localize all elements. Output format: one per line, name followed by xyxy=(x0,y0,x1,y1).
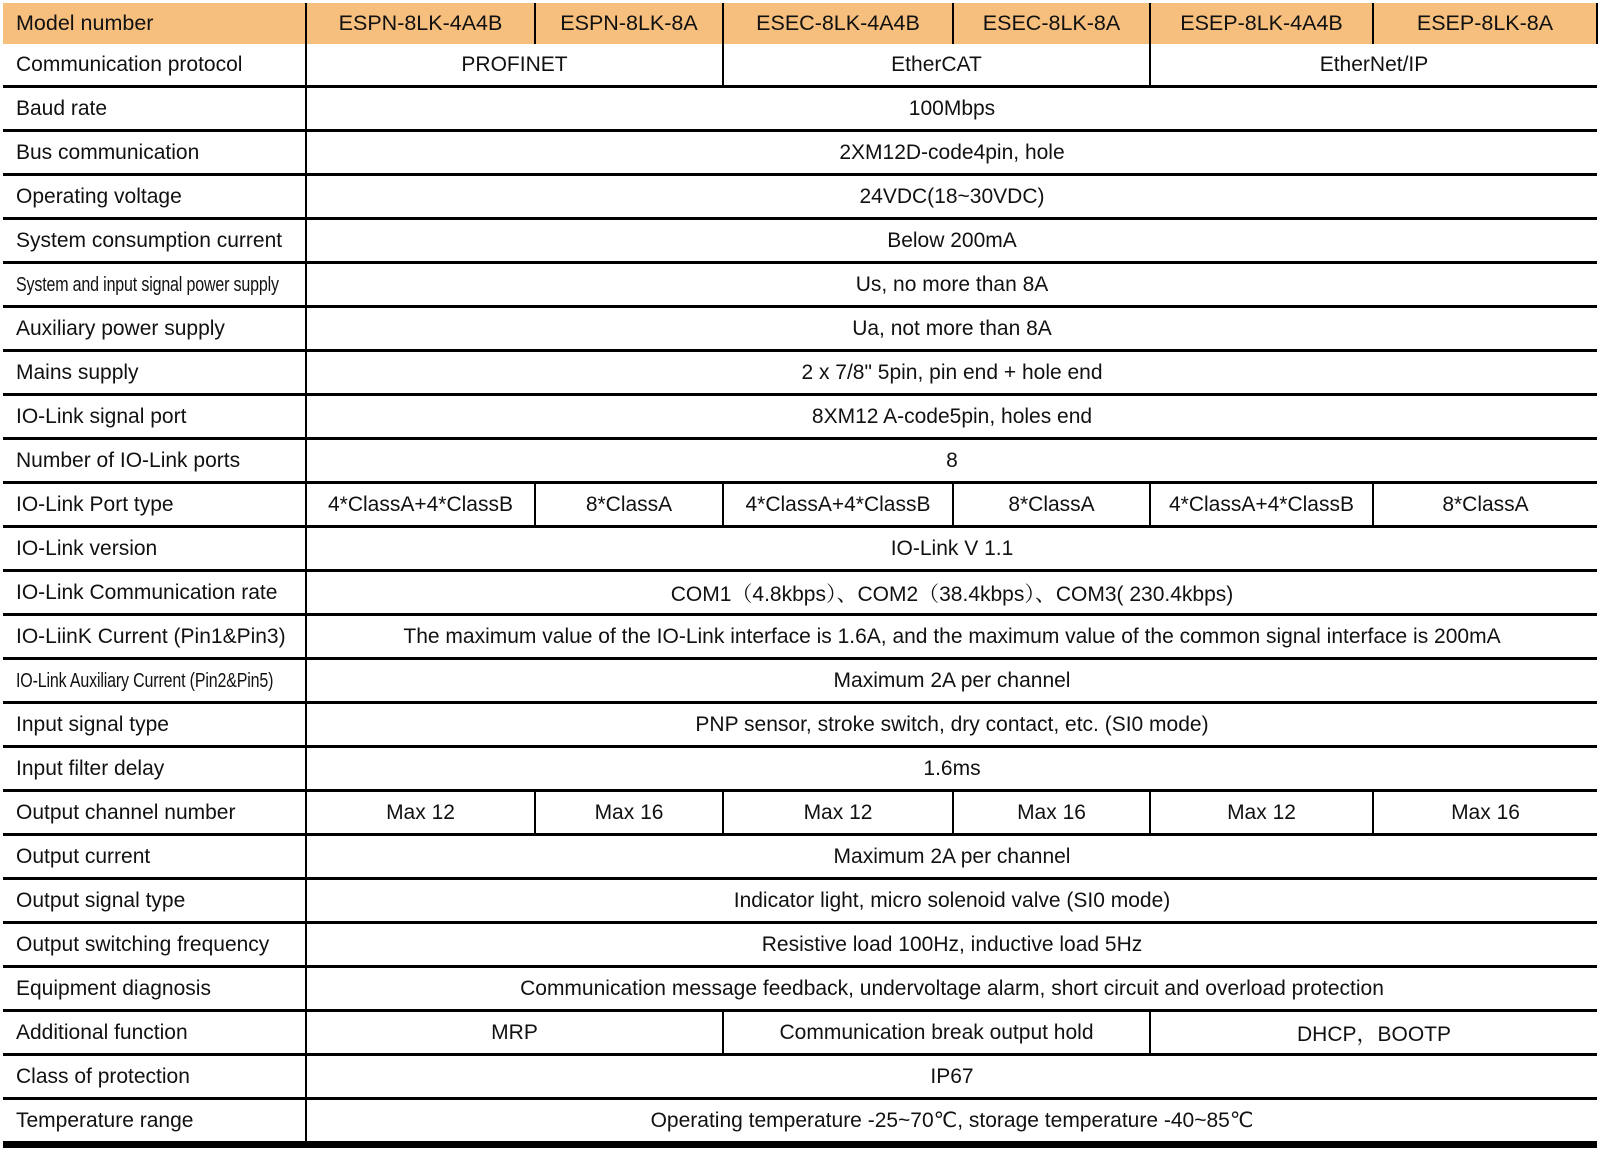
spec-value-additional-function-2: DHCP，BOOTP xyxy=(1150,1011,1597,1055)
table-row-mains-supply xyxy=(3,351,1597,395)
row-label-text: Output channel number xyxy=(16,800,236,824)
model-column-header: ESEP-8LK-4A4B xyxy=(1150,3,1373,44)
spec-value-system-and-input-signal-power-supply-0: Us, no more than 8A xyxy=(306,263,1597,307)
model-column-header: ESEP-8LK-8A xyxy=(1373,3,1597,44)
table-row-io-link-communication-rate xyxy=(3,571,1597,615)
row-label-text: Equipment diagnosis xyxy=(16,976,211,1000)
table-row-output-channel-number xyxy=(3,791,1597,835)
header-row xyxy=(3,3,1597,44)
table-row-operating-voltage xyxy=(3,175,1597,219)
table-row-io-link-version xyxy=(3,527,1597,571)
spec-value-input-signal-type-0: PNP sensor, stroke switch, dry contact, etc. (SI0 mode) xyxy=(306,703,1597,747)
spec-value-io-link-communication-rate-0: COM1（4.8kbps）、COM2（38.4kbps）、COM3( 230.4kbps) xyxy=(306,571,1597,615)
spec-value-output-channel-number-1: Max 16 xyxy=(535,791,723,835)
row-label-text: System consumption current xyxy=(16,228,283,252)
row-label-text: IO-Link signal port xyxy=(16,404,187,428)
row-label-baud-rate xyxy=(3,87,306,131)
row-label-text: IO-Link Auxiliary Current (Pin2&Pin5) xyxy=(16,669,274,692)
row-label-class-of-protection xyxy=(3,1055,306,1099)
table-row-io-link-signal-port xyxy=(3,395,1597,439)
header-label-model-number: Model number xyxy=(3,3,306,44)
row-label-io-link-signal-port xyxy=(3,395,306,439)
table-row-output-signal-type xyxy=(3,879,1597,923)
row-label-text: Number of IO-Link ports xyxy=(16,448,241,472)
row-label-text: Bus communication xyxy=(16,140,200,164)
row-label-text: IO-Link Communication rate xyxy=(16,580,278,604)
spec-value-auxiliary-power-supply-0: Ua, not more than 8A xyxy=(306,307,1597,351)
row-label-operating-voltage xyxy=(3,175,306,219)
row-label-mains-supply xyxy=(3,351,306,395)
table-row-input-filter-delay xyxy=(3,747,1597,791)
spec-value-io-link-port-type-2: 4*ClassA+4*ClassB xyxy=(723,483,953,527)
row-label-input-filter-delay xyxy=(3,747,306,791)
spec-value-io-link-port-type-1: 8*ClassA xyxy=(535,483,723,527)
table-row-system-consumption-current xyxy=(3,219,1597,263)
row-label-io-liink-current-pin1-pin3 xyxy=(3,615,306,659)
row-label-text: Operating voltage xyxy=(16,184,182,208)
row-label-temperature-range xyxy=(3,1099,306,1145)
spec-value-io-link-port-type-0: 4*ClassA+4*ClassB xyxy=(306,483,535,527)
row-label-text: Input filter delay xyxy=(16,756,165,780)
table-row-equipment-diagnosis xyxy=(3,967,1597,1011)
spec-value-equipment-diagnosis-0: Communication message feedback, undervoltage alarm, short circuit and overload protection xyxy=(306,967,1597,1011)
row-label-text: Input signal type xyxy=(16,712,169,736)
table-row-io-link-auxiliary-current-pin2-pin5 xyxy=(3,659,1597,703)
row-label-bus-communication xyxy=(3,131,306,175)
table-row-output-current xyxy=(3,835,1597,879)
table-row-io-link-port-type xyxy=(3,483,1597,527)
spec-value-communication-protocol-0: PROFINET xyxy=(306,44,723,87)
row-label-io-link-auxiliary-current-pin2-pin5 xyxy=(3,659,306,703)
row-label-text: IO-Link version xyxy=(16,536,158,560)
table-row-communication-protocol xyxy=(3,44,1597,87)
spec-value-communication-protocol-2: EtherNet/IP xyxy=(1150,44,1597,87)
row-label-output-switching-frequency xyxy=(3,923,306,967)
table-row-io-liink-current-pin1-pin3 xyxy=(3,615,1597,659)
spec-value-output-channel-number-5: Max 16 xyxy=(1373,791,1597,835)
row-label-io-link-port-type xyxy=(3,483,306,527)
spec-value-output-current-0: Maximum 2A per channel xyxy=(306,835,1597,879)
row-label-text: Baud rate xyxy=(16,96,108,120)
table-row-temperature-range xyxy=(3,1099,1597,1145)
spec-value-bus-communication-0: 2XM12D-code4pin, hole xyxy=(306,131,1597,175)
spec-table xyxy=(3,3,1598,1148)
spec-value-class-of-protection-0: IP67 xyxy=(306,1055,1597,1099)
spec-value-mains-supply-0: 2 x 7/8" 5pin, pin end + hole end xyxy=(306,351,1597,395)
spec-value-output-channel-number-3: Max 16 xyxy=(953,791,1150,835)
row-label-text: System and input signal power supply xyxy=(16,273,279,296)
table-row-output-switching-frequency xyxy=(3,923,1597,967)
spec-value-io-liink-current-pin1-pin3-0: The maximum value of the IO-Link interface is 1.6A, and the maximum value of the common signal interface is 200mA xyxy=(306,615,1597,659)
row-label-output-current xyxy=(3,835,306,879)
spec-value-io-link-port-type-5: 8*ClassA xyxy=(1373,483,1597,527)
row-label-communication-protocol xyxy=(3,44,306,87)
spec-value-io-link-port-type-4: 4*ClassA+4*ClassB xyxy=(1150,483,1373,527)
row-label-output-channel-number xyxy=(3,791,306,835)
model-column-header: ESPN-8LK-4A4B xyxy=(306,3,535,44)
row-label-text: IO-Link Port type xyxy=(16,492,174,516)
spec-value-output-channel-number-0: Max 12 xyxy=(306,791,535,835)
spec-value-number-of-io-link-ports-0: 8 xyxy=(306,439,1597,483)
table-row-number-of-io-link-ports xyxy=(3,439,1597,483)
spec-value-io-link-version-0: IO-Link V 1.1 xyxy=(306,527,1597,571)
spec-value-output-signal-type-0: Indicator light, micro solenoid valve (SI0 mode) xyxy=(306,879,1597,923)
spec-value-output-channel-number-4: Max 12 xyxy=(1150,791,1373,835)
table-row-system-and-input-signal-power-supply xyxy=(3,263,1597,307)
spec-value-additional-function-1: Communication break output hold xyxy=(723,1011,1150,1055)
table-row-class-of-protection xyxy=(3,1055,1597,1099)
spec-value-output-switching-frequency-0: Resistive load 100Hz, inductive load 5Hz xyxy=(306,923,1597,967)
row-label-equipment-diagnosis xyxy=(3,967,306,1011)
model-column-header: ESEC-8LK-4A4B xyxy=(723,3,953,44)
spec-table-body xyxy=(3,3,1597,1145)
spec-value-temperature-range-0: Operating temperature -25~70℃, storage temperature -40~85℃ xyxy=(306,1099,1597,1145)
row-label-text: Temperature range xyxy=(16,1108,194,1132)
row-label-text: Class of protection xyxy=(16,1064,190,1088)
row-label-text: IO-LiinK Current (Pin1&Pin3) xyxy=(16,624,286,648)
row-label-number-of-io-link-ports xyxy=(3,439,306,483)
row-label-text: Auxiliary power supply xyxy=(16,316,225,340)
row-label-io-link-communication-rate xyxy=(3,571,306,615)
row-label-system-and-input-signal-power-supply xyxy=(3,263,306,307)
spec-value-output-channel-number-2: Max 12 xyxy=(723,791,953,835)
spec-value-operating-voltage-0: 24VDC(18~30VDC) xyxy=(306,175,1597,219)
model-column-header: ESPN-8LK-8A xyxy=(535,3,723,44)
model-column-header: ESEC-8LK-8A xyxy=(953,3,1150,44)
row-label-text: Output signal type xyxy=(16,888,186,912)
row-label-auxiliary-power-supply xyxy=(3,307,306,351)
table-row-auxiliary-power-supply xyxy=(3,307,1597,351)
spec-value-input-filter-delay-0: 1.6ms xyxy=(306,747,1597,791)
spec-value-baud-rate-0: 100Mbps xyxy=(306,87,1597,131)
row-label-output-signal-type xyxy=(3,879,306,923)
table-row-baud-rate xyxy=(3,87,1597,131)
spec-value-io-link-auxiliary-current-pin2-pin5-0: Maximum 2A per channel xyxy=(306,659,1597,703)
spec-value-system-consumption-current-0: Below 200mA xyxy=(306,219,1597,263)
table-row-input-signal-type xyxy=(3,703,1597,747)
row-label-text: Additional function xyxy=(16,1020,188,1044)
table-row-bus-communication xyxy=(3,131,1597,175)
spec-value-communication-protocol-1: EtherCAT xyxy=(723,44,1150,87)
row-label-text: Output switching frequency xyxy=(16,932,270,956)
table-row-additional-function xyxy=(3,1011,1597,1055)
row-label-input-signal-type xyxy=(3,703,306,747)
row-label-text: Mains supply xyxy=(16,360,139,384)
spec-value-additional-function-0: MRP xyxy=(306,1011,723,1055)
row-label-text: Output current xyxy=(16,844,151,868)
row-label-io-link-version xyxy=(3,527,306,571)
spec-value-io-link-port-type-3: 8*ClassA xyxy=(953,483,1150,527)
row-label-text: Communication protocol xyxy=(16,52,243,76)
row-label-system-consumption-current xyxy=(3,219,306,263)
spec-value-io-link-signal-port-0: 8XM12 A-code5pin, holes end xyxy=(306,395,1597,439)
row-label-additional-function xyxy=(3,1011,306,1055)
